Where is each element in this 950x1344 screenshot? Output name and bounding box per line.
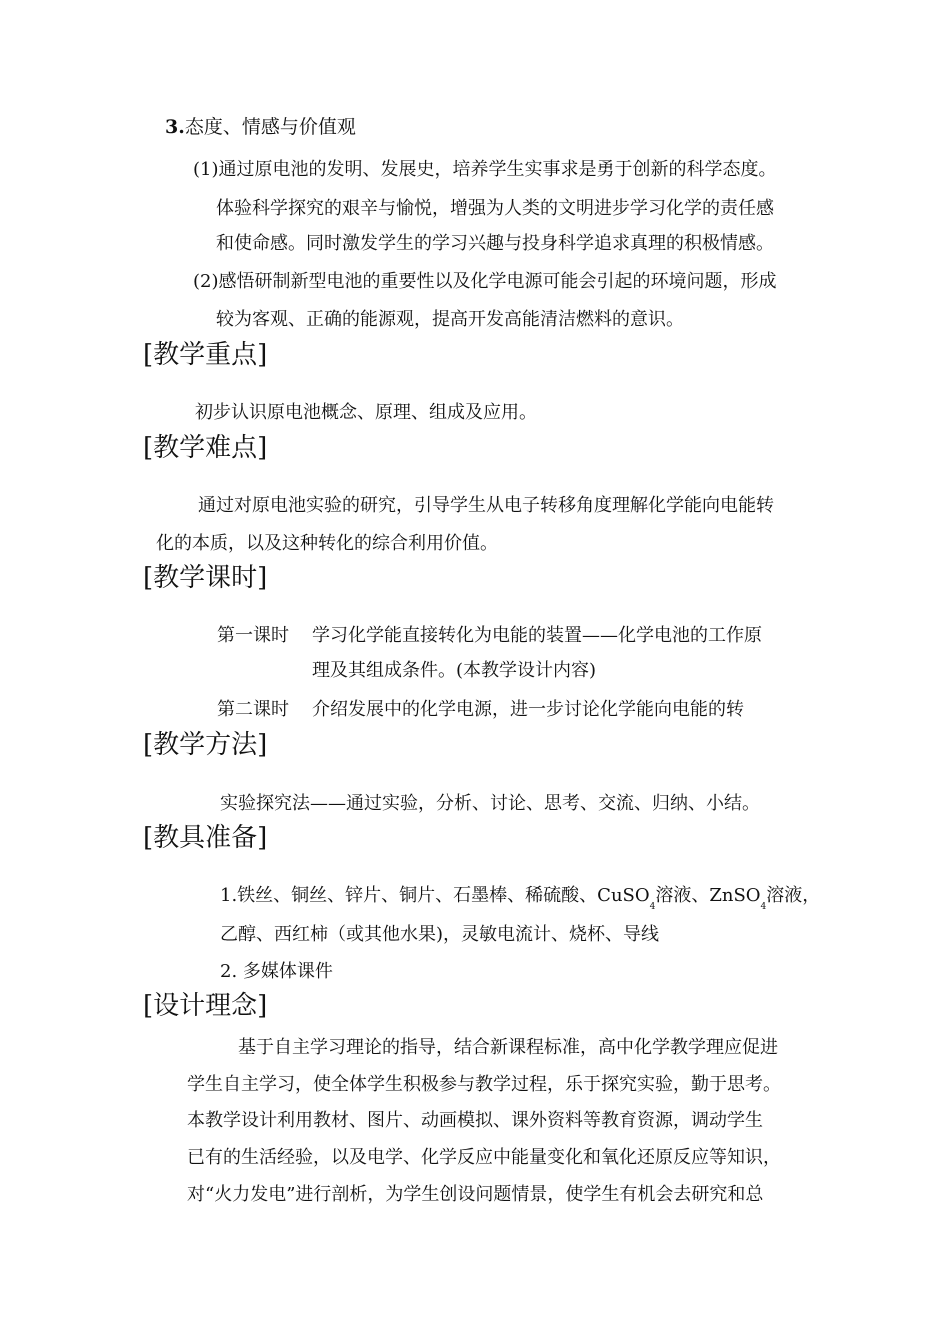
materials-line1-part-c: 溶液， bbox=[766, 885, 821, 906]
period-2-line1: 介绍发展中的化学电源，进一步讨论化学能向电能的转 bbox=[312, 699, 744, 720]
section-3-title bbox=[165, 115, 356, 139]
materials-line1-part-a: 1.铁丝、铜丝、锌片、铜片、石墨棒、稀硫酸、CuSO bbox=[220, 885, 650, 906]
section-3-number: 3. bbox=[165, 116, 185, 138]
section-3-item2-line1: (2)感悟研制新型电池的重要性以及化学电源可能会引起的环境问题，形成 bbox=[193, 271, 777, 292]
design-heading: [设计理念] bbox=[143, 991, 268, 1021]
materials-line2: 乙醇、西红柿（或其他水果)，灵敏电流计、烧杯、导线 bbox=[220, 924, 660, 945]
section-3-item2-line2: 较为客观、正确的能源观，提高开发高能清洁燃料的意识。 bbox=[216, 309, 684, 330]
materials-line1 bbox=[220, 884, 820, 911]
methods-text: 实验探究法——通过实验，分析、讨论、思考、交流、归纳、小结。 bbox=[220, 793, 760, 814]
methods-heading: [教学方法] bbox=[143, 730, 268, 760]
design-line1: 基于自主学习理论的指导，结合新课程标准，高中化学教学理应促进 bbox=[238, 1037, 778, 1058]
key-points-heading: [教学重点] bbox=[143, 340, 268, 370]
section-3-item1-line2: 体验科学探究的艰辛与愉悦，增强为人类的文明进步学习化学的责任感 bbox=[216, 198, 774, 219]
materials-line1-part-b: 溶液、ZnSO bbox=[655, 885, 761, 906]
period-2-label: 第二课时 bbox=[217, 699, 289, 720]
key-points-text: 初步认识原电池概念、原理、组成及应用。 bbox=[195, 402, 537, 423]
difficulties-line2: 化的本质，以及这种转化的综合利用价值。 bbox=[156, 533, 498, 554]
period-1-line1: 学习化学能直接转化为电能的装置——化学电池的工作原 bbox=[312, 625, 762, 646]
materials-line3: 2. 多媒体课件 bbox=[220, 961, 333, 982]
design-line4: 已有的生活经验，以及电学、化学反应中能量变化和氧化还原反应等知识， bbox=[187, 1147, 781, 1168]
difficulties-heading: [教学难点] bbox=[143, 433, 268, 463]
periods-heading: [教学课时] bbox=[143, 563, 268, 593]
materials-subscript-cuso4: 4 bbox=[649, 902, 656, 912]
design-line5: 对“火力发电”进行剖析，为学生创设问题情景，使学生有机会去研究和总 bbox=[187, 1184, 764, 1205]
section-3-item1-line3: 和使命感。同时激发学生的学习兴趣与投身科学追求真理的积极情感。 bbox=[216, 233, 774, 254]
section-3-title-text: 态度、情感与价值观 bbox=[184, 116, 356, 138]
design-line3: 本教学设计利用教材、图片、动画模拟、课外资料等教育资源，调动学生 bbox=[187, 1110, 763, 1131]
difficulties-line1: 通过对原电池实验的研究，引导学生从电子转移角度理解化学能向电能转 bbox=[198, 495, 774, 516]
materials-subscript-znso4: 4 bbox=[760, 902, 767, 912]
materials-heading: [教具准备] bbox=[143, 823, 268, 853]
period-1-line2: 理及其组成条件。(本教学设计内容) bbox=[312, 660, 597, 681]
section-3-item1-line1: (1)通过原电池的发明、发展史，培养学生实事求是勇于创新的科学态度。 bbox=[193, 159, 777, 180]
design-line2: 学生自主学习，使全体学生积极参与教学过程，乐于探究实验，勤于思考。 bbox=[187, 1074, 781, 1095]
period-1-label: 第一课时 bbox=[217, 625, 289, 646]
